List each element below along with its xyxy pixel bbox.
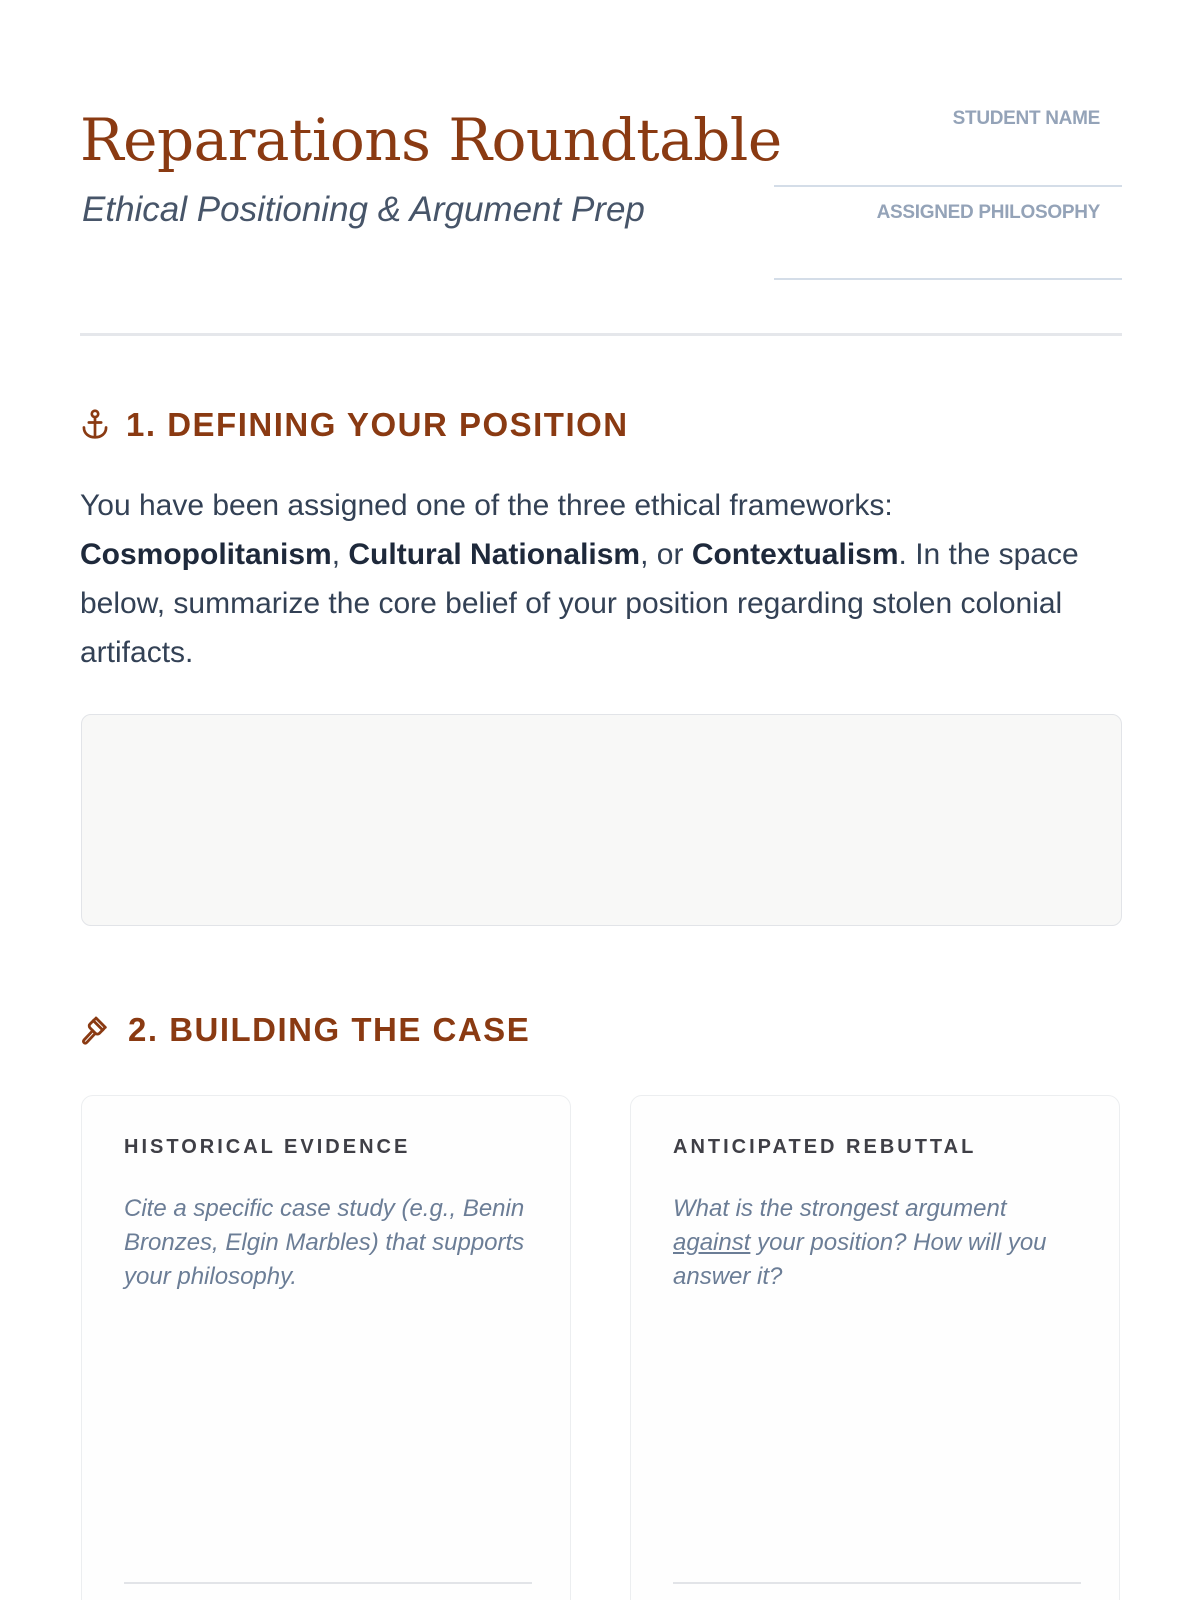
header-divider (80, 333, 1122, 336)
card-prompt: Cite a specific case study (e.g., Benin Bronzes, Elgin Marbles) that supports your philosophy. (124, 1195, 525, 1290)
section-1-title: 1. DEFINING YOUR POSITION (126, 406, 629, 443)
card-prompt: What is the strongest argument against your position? How will you answer it? (673, 1195, 1047, 1290)
assigned-philosophy-field[interactable] (774, 278, 1122, 280)
framework-cosmopolitanism: Cosmopolitanism (80, 538, 332, 571)
anticipated-rebuttal-card[interactable] (630, 1095, 1120, 1600)
section-2-heading (80, 1011, 530, 1049)
card-title: HISTORICAL EVIDENCE (124, 1136, 411, 1158)
section-2-title: 2. BUILDING THE CASE (128, 1011, 531, 1048)
card-answer-line[interactable] (124, 1582, 532, 1584)
page-title: Reparations Roundtable (80, 106, 782, 174)
historical-evidence-card[interactable] (81, 1095, 571, 1600)
student-name-field[interactable] (774, 185, 1122, 187)
assigned-philosophy-label: ASSIGNED PHILOSOPHY (876, 202, 1100, 223)
framework-contextualism: Contextualism (691, 538, 899, 571)
page-subtitle: Ethical Positioning & Argument Prep (82, 190, 645, 229)
card-title: ANTICIPATED REBUTTAL (673, 1136, 977, 1158)
section-1-instructions: You have been assigned one of the three ethical frameworks: Cosmopolitanism, Cultural Nationalism, or Contextualism. In the space below, summarize the core belief of your position regarding stolen colonial artifacts. (80, 489, 1079, 669)
student-name-label: STUDENT NAME (952, 108, 1100, 129)
card-answer-line[interactable] (673, 1582, 1081, 1584)
gavel-icon (80, 1014, 112, 1046)
framework-cultural-nationalism: Cultural Nationalism (348, 538, 641, 571)
section-1-heading (80, 406, 629, 444)
anchor-icon (80, 409, 110, 441)
position-summary-box[interactable] (81, 714, 1122, 926)
